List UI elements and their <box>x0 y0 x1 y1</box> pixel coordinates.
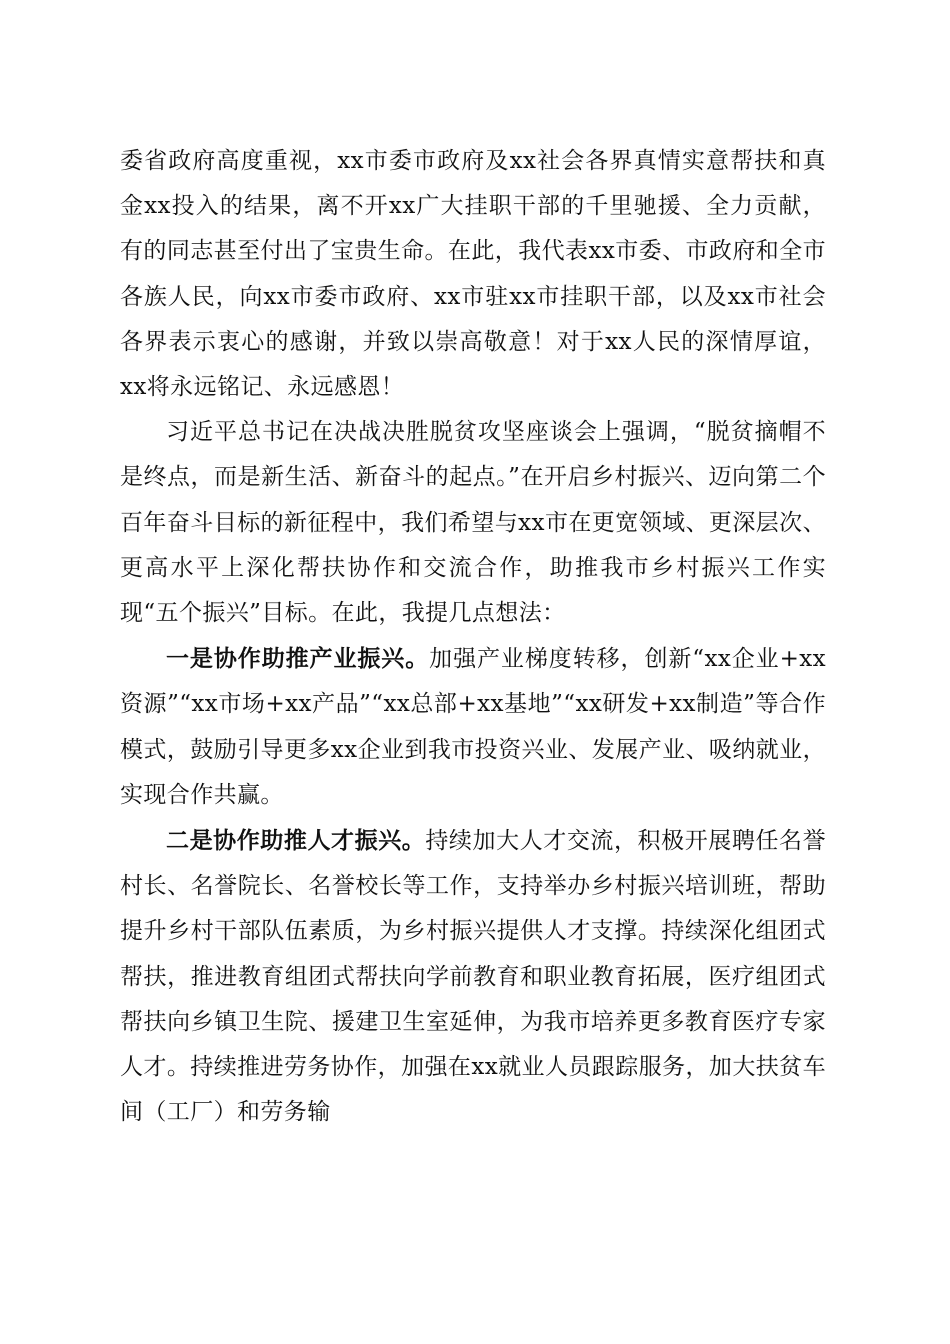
paragraph-1 <box>120 139 826 410</box>
paragraph-3-text: 加强产业梯度转移，创新“xx企业+xx资源”“xx市场+xx产品”“xx总部+xx基地”“xx研发+xx制造”等合作模式，鼓励引导更多xx企业到我市投资兴业、发展产业、吸纳就业，实现合作共赢。 <box>120 646 826 808</box>
paragraph-4 <box>120 818 826 1135</box>
paragraph-2 <box>120 410 826 636</box>
paragraph-4-lead: 二是协作助推人才振兴。 <box>166 827 426 855</box>
document-page <box>120 139 826 1135</box>
paragraph-4-text: 持续加大人才交流，积极开展聘任名誉村长、名誉院长、名誉校长等工作，支持举办乡村振兴培训班，帮助提升乡村干部队伍素质，为乡村振兴提供人才支撑。持续深化组团式帮扶，推进教育组团式帮扶向学前教育和职业教育拓展，医疗组团式帮扶向乡镇卫生院、援建卫生室延伸，为我市培养更多教育医疗专家人才。持续推进劳务协作，加强在xx就业人员跟踪服务，加大扶贫车间（工厂）和劳务输 <box>120 828 826 1126</box>
paragraph-3 <box>120 636 826 818</box>
paragraph-2-text: 习近平总书记在决战决胜脱贫攻坚座谈会上强调，“脱贫摘帽不是终点，而是新生活、新奋斗的起点。”在开启乡村振兴、迈向第二个百年奋斗目标的新征程中，我们希望与xx市在更宽领域、更深层次、更高水平上深化帮扶协作和交流合作，助推我市乡村振兴工作实现“五个振兴”目标。在此，我提几点想法： <box>120 419 826 627</box>
paragraph-1-text: 委省政府高度重视，xx市委市政府及xx社会各界真情实意帮扶和真金xx投入的结果，离不开xx广大挂职干部的千里驰援、全力贡献，有的同志甚至付出了宝贵生命。在此，我代表xx市委、市政府和全市各族人民，向xx市委市政府、xx市驻xx市挂职干部，以及xx市社会各界表示衷心的感谢，并致以崇高敬意！对于xx人民的深情厚谊，xx将永远铭记、永远感恩！ <box>120 148 826 401</box>
paragraph-3-lead: 一是协作助推产业振兴。 <box>166 645 430 673</box>
